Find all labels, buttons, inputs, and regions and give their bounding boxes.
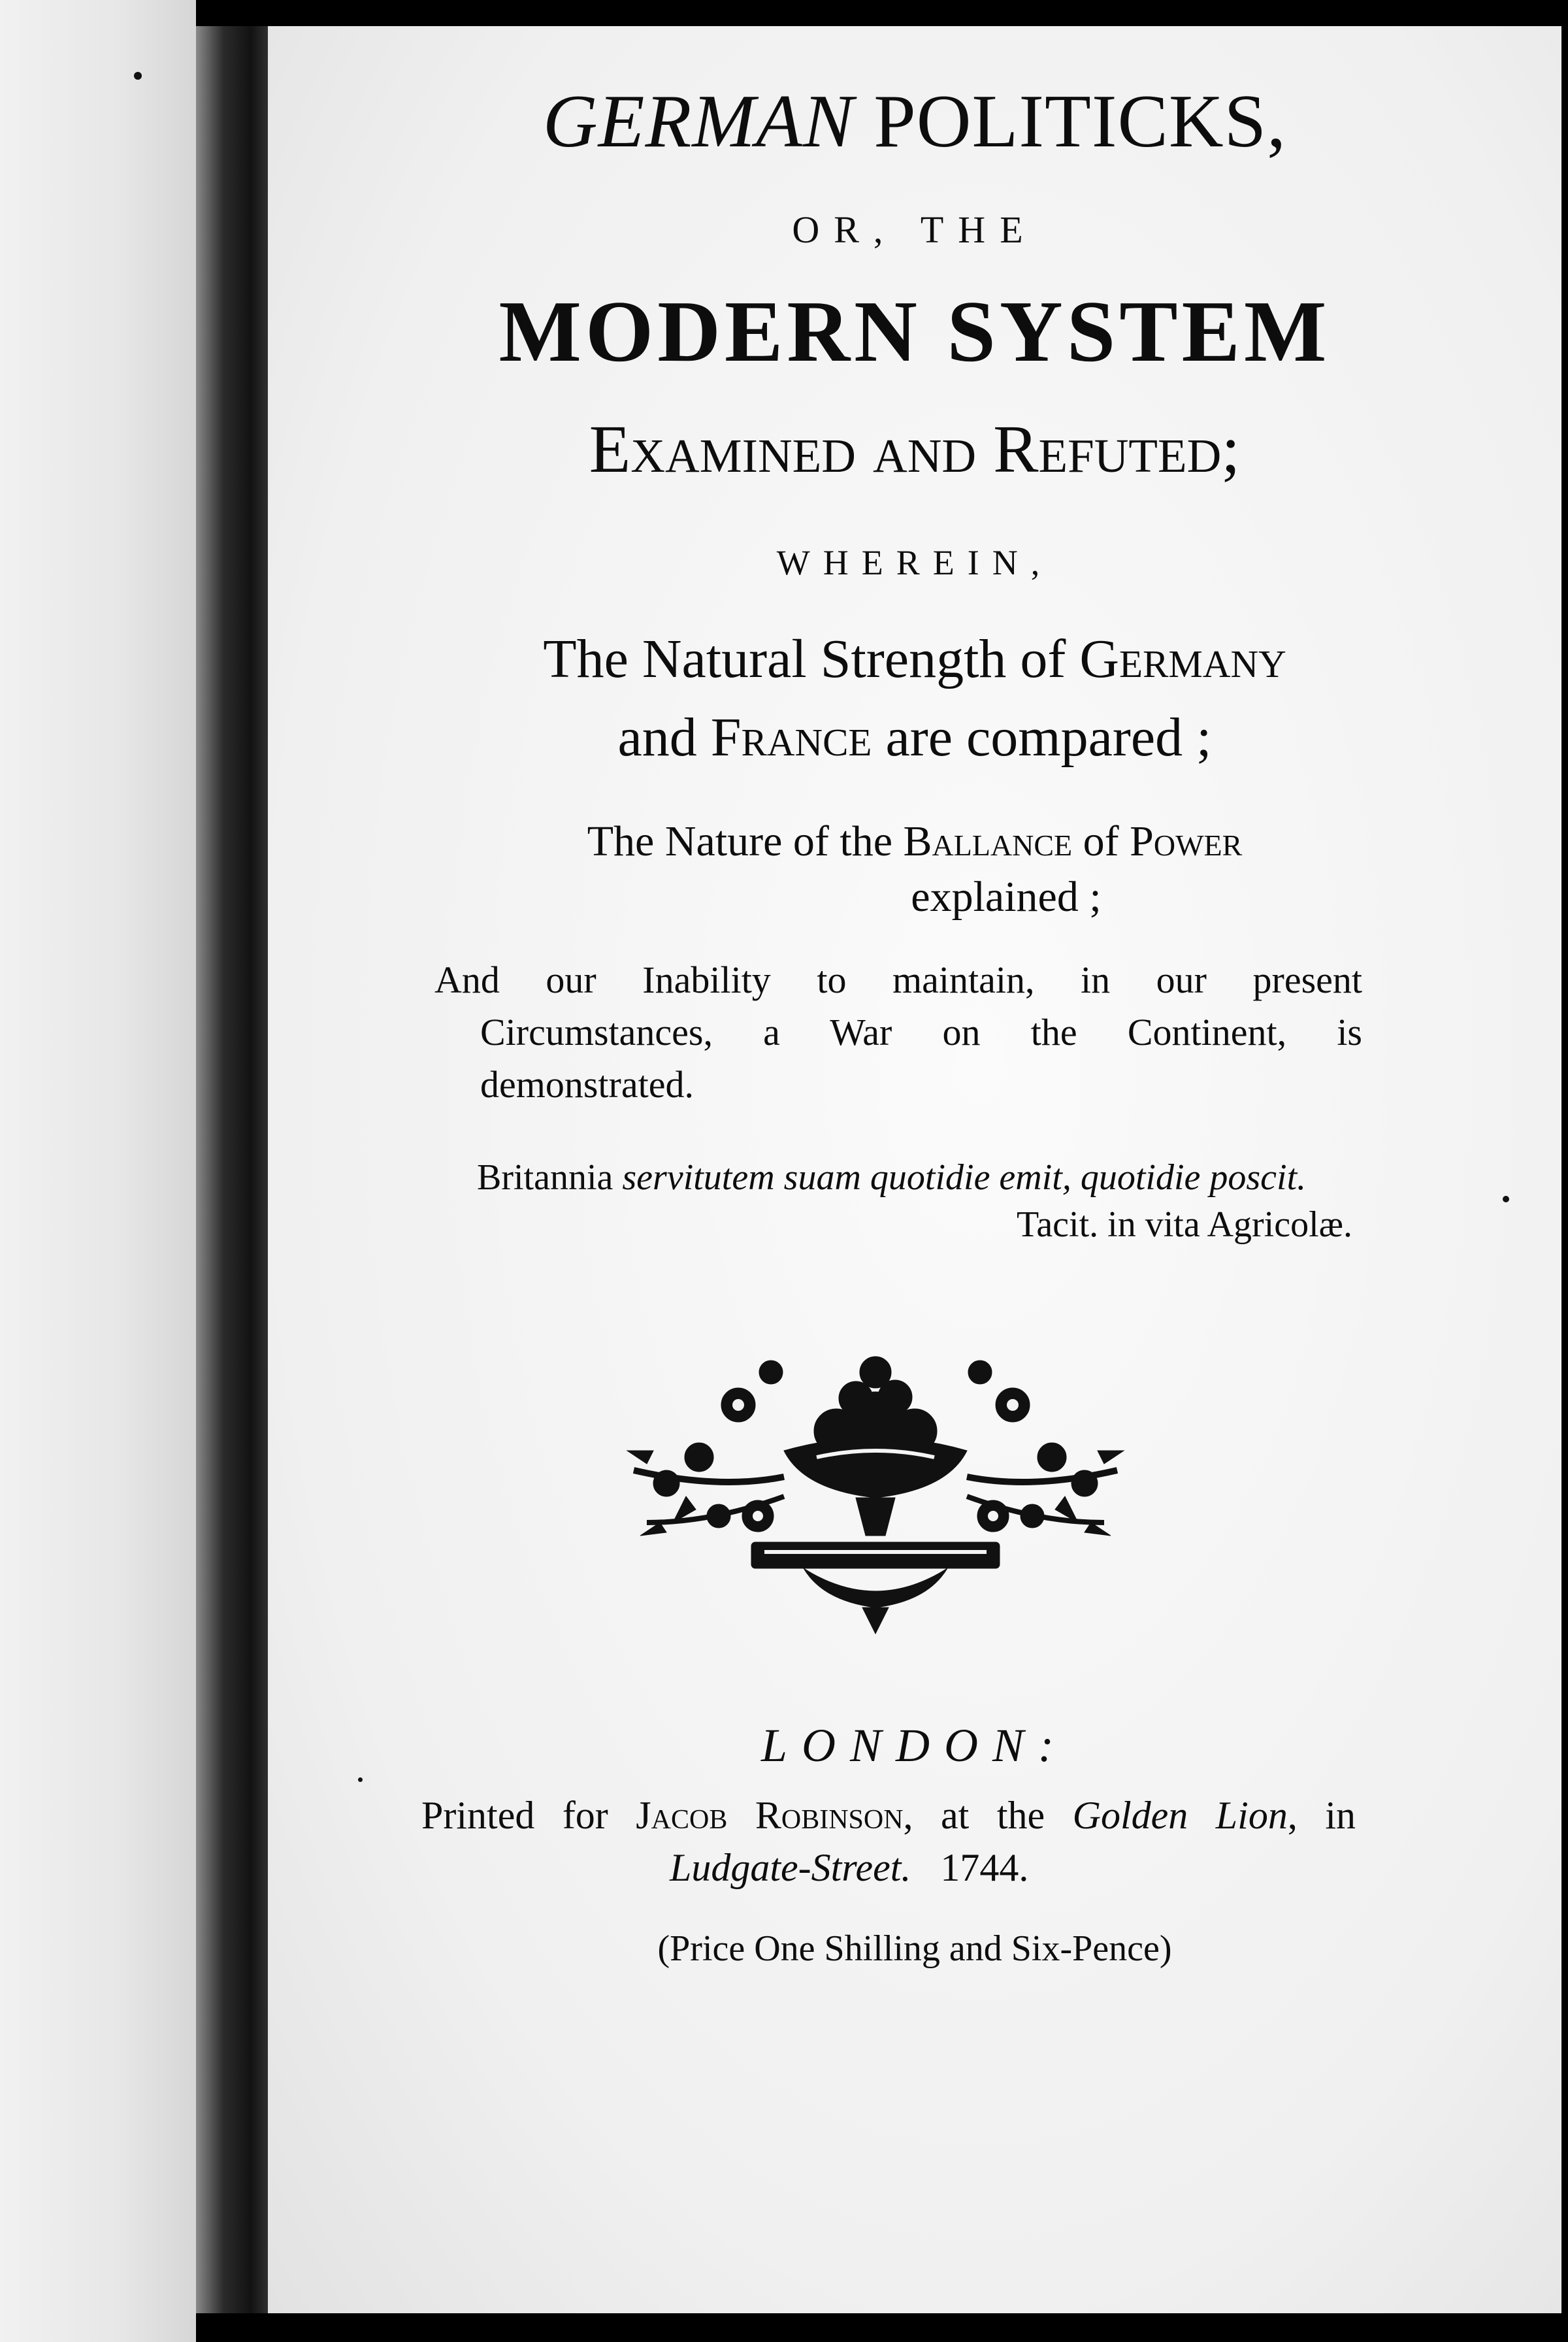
examined-and-refuted: Examined and Refuted;	[589, 412, 1241, 487]
or-the: OR, THE	[792, 208, 1037, 251]
title-german: GERMAN	[542, 80, 855, 163]
point-3-line-1: And our Inability to maintain, in our present	[434, 959, 1362, 1001]
point-2-of: of	[1072, 817, 1130, 865]
modern-system: MODERN SYSTEM	[498, 283, 1331, 380]
point-3	[434, 954, 1362, 1111]
imprint-printed-for: Printed for	[421, 1794, 636, 1837]
imprint	[421, 1789, 1356, 1894]
point-3-line-2: Circumstances, a War on the Continent, is	[480, 1011, 1362, 1053]
imprint-line-2	[421, 1841, 1356, 1894]
motto	[477, 1157, 1352, 1245]
wherein: WHEREIN,	[776, 543, 1053, 582]
ink-speck	[1503, 1196, 1509, 1202]
point-1-germany: Germany	[1079, 629, 1286, 689]
point-1-text: The Natural Strength of	[543, 629, 1080, 689]
price: (Price One Shilling and Six-Pence)	[657, 1928, 1172, 1969]
point-2-line-2: explained ;	[911, 873, 1102, 921]
book-gutter	[196, 26, 274, 2313]
point-1-line-1	[405, 627, 1424, 691]
motto-source: Tacit. in vita Agricolæ.	[1017, 1204, 1352, 1245]
point-2-line-1	[405, 817, 1424, 866]
ink-speck	[358, 1777, 363, 1782]
imprint-printer: Jacob Robinson	[636, 1794, 904, 1837]
imprint-at-the: , at the	[903, 1794, 1073, 1837]
point-1-france: France	[710, 707, 872, 768]
point-2-ballance: Ballance	[903, 817, 1073, 865]
point-1-line-2	[405, 706, 1424, 769]
imprint-line-1	[421, 1789, 1356, 1841]
place-london: LONDON:	[760, 1719, 1069, 1772]
ink-speck	[134, 72, 142, 80]
motto-britannia: Britannia	[477, 1157, 623, 1198]
motto-latin: servitutem suam quotidie emit, quotidie poscit.	[622, 1157, 1307, 1198]
motto-quote	[477, 1157, 1352, 1198]
imprint-sign: Golden Lion	[1072, 1794, 1288, 1837]
imprint-year: 1744.	[940, 1846, 1029, 1889]
point-2-power: Power	[1130, 817, 1243, 865]
fruit-basket-ornament	[621, 1327, 1130, 1640]
title-line-1	[405, 78, 1424, 165]
point-1-compared: are compared ;	[872, 707, 1212, 768]
facing-page	[0, 0, 196, 2342]
imprint-street: Ludgate-Street.	[670, 1846, 911, 1889]
imprint-in: , in	[1287, 1794, 1356, 1837]
point-3-line-3: demonstrated.	[480, 1063, 694, 1106]
point-1-and: and	[617, 707, 711, 768]
title-politicks: POLITICKS,	[854, 80, 1287, 163]
point-2-text: The Nature of the	[587, 817, 904, 865]
